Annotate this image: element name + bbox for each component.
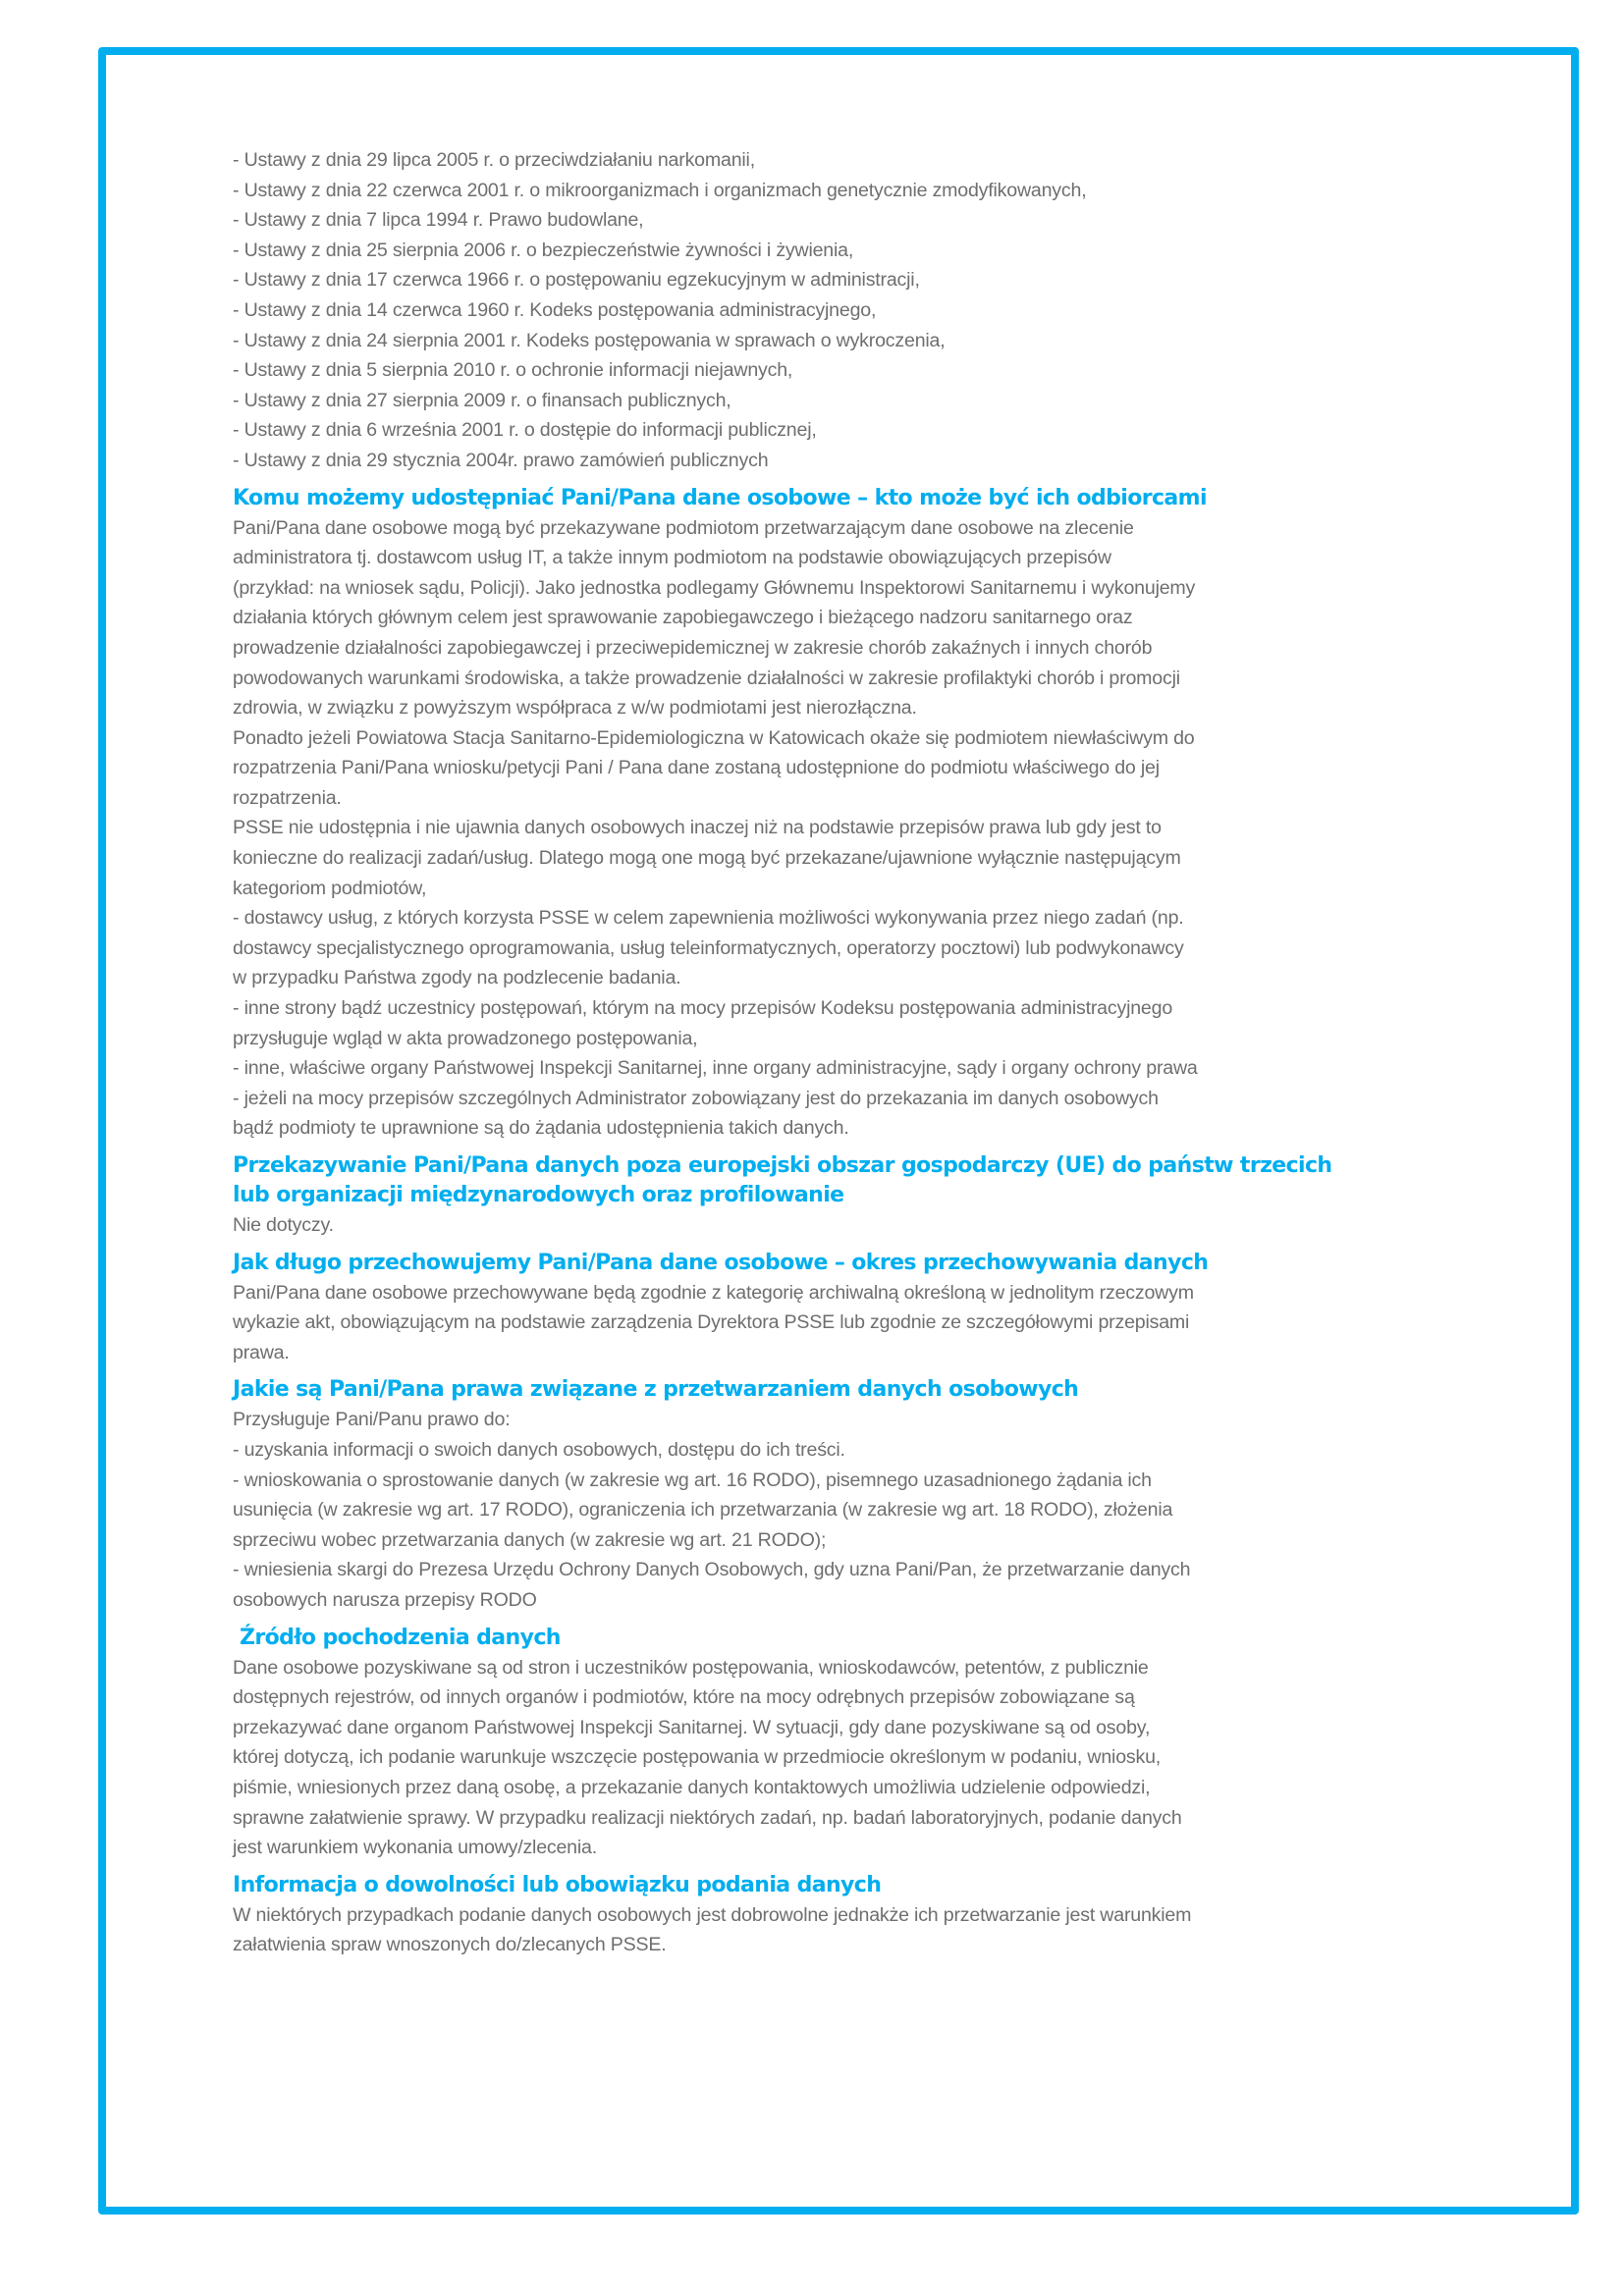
- paragraph-line: Pani/Pana dane osobowe mogą być przekazywane podmiotom przetwarzającym dane osobowe na zlecenie: [233, 516, 1134, 539]
- paragraph-line: Dane osobowe pozyskiwane są od stron i uczestników postępowania, wnioskodawców, petentów, z publicznie: [233, 1656, 1149, 1679]
- section-heading-data-source: Źródło pochodzenia danych: [233, 1625, 561, 1650]
- law-list-item: - Ustawy z dnia 22 czerwca 2001 r. o mikroorganizmach i organizmach genetycznie zmodyfikowanych,: [233, 179, 1087, 201]
- law-list-item: - Ustawy z dnia 29 lipca 2005 r. o przeciwdziałaniu narkomanii,: [233, 149, 755, 171]
- paragraph-line: załatwienia spraw wnoszonych do/zlecanych PSSE.: [233, 1934, 667, 1956]
- paragraph-line: której dotyczą, ich podanie warunkuje wszczęcie postępowania w przedmiocie określonym w podaniu, wniosku,: [233, 1746, 1162, 1769]
- paragraph-line: osobowych narusza przepisy RODO: [233, 1588, 537, 1611]
- section-heading-retention: Jak długo przechowujemy Pani/Pana dane osobowe – okres przechowywania danych: [233, 1250, 1209, 1275]
- paragraph-line: wykazie akt, obowiązującym na podstawie zarządzenia Dyrektora PSSE lub zgodnie ze szczegółowymi przepisami: [233, 1311, 1190, 1334]
- paragraph-line: bądź podmioty te uprawnione są do żądania udostępnienia takich danych.: [233, 1117, 849, 1140]
- section-body-obligation: [233, 1900, 1372, 1960]
- law-list-item: - Ustawy z dnia 25 sierpnia 2006 r. o bezpieczeństwie żywności i żywienia,: [233, 239, 854, 261]
- paragraph-line: piśmie, wniesionych przez daną osobę, a przekazanie danych kontaktowych umożliwia udzielenie odpowiedzi,: [233, 1776, 1151, 1798]
- paragraph-line: Ponadto jeżeli Powiatowa Stacja Sanitarno-Epidemiologiczna w Katowicach okaże się podmiotem niewłaściwym do: [233, 726, 1195, 749]
- paragraph-line: konieczne do realizacji zadań/usług. Dlatego mogą one mogą być przekazane/ujawnione wyłącznie następującym: [233, 847, 1181, 870]
- section-heading-third-countries-line1: Przekazywanie Pani/Pana danych poza europejski obszar gospodarczy (UE) do państw trzecich: [233, 1153, 1332, 1178]
- paragraph-line: - inne strony bądź uczestnicy postępowań, którym na mocy przepisów Kodeksu postępowania administracyjnego: [233, 997, 1173, 1020]
- law-list-item: - Ustawy z dnia 29 stycznia 2004r. prawo zamówień publicznych: [233, 449, 769, 471]
- law-list-item: - Ustawy z dnia 17 czerwca 1966 r. o postępowaniu egzekucyjnym w administracji,: [233, 269, 920, 292]
- paragraph-line: dostawcy specjalistycznego oprogramowania, usług teleinformatycznych, operatorzy pocztowi) lub podwykonawcy: [233, 936, 1184, 959]
- section-heading-rights: Jakie są Pani/Pana prawa związane z przetwarzaniem danych osobowych: [233, 1377, 1079, 1403]
- section-recipients: [233, 484, 1372, 1144]
- law-list-item: - Ustawy z dnia 24 sierpnia 2001 r. Kodeks postępowania w sprawach o wykroczenia,: [233, 329, 946, 351]
- paragraph-line: kategoriom podmiotów,: [233, 877, 427, 899]
- paragraph-line: W niektórych przypadkach podanie danych osobowych jest dobrowolne jednakże ich przetwarzanie jest warunkiem: [233, 1903, 1192, 1926]
- paragraph-line: przysługuje wgląd w akta prowadzonego postępowania,: [233, 1027, 698, 1049]
- paragraph-line: w przypadku Państwa zgody na podzlecenie badania.: [233, 967, 681, 989]
- law-list-item: - Ustawy z dnia 14 czerwca 1960 r. Kodeks postępowania administracyjnego,: [233, 298, 877, 321]
- paragraph-line: prowadzenie działalności zapobiegawczej i przeciwepidemicznej w zakresie chorób zakaźnych i innych chorób: [233, 636, 1153, 659]
- section-heading-obligation: Informacja o dowolności lub obowiązku podania danych: [233, 1872, 882, 1897]
- section-heading-recipients: Komu możemy udostępniać Pani/Pana dane osobowe – kto może być ich odbiorcami: [233, 485, 1207, 510]
- paragraph-line: zdrowia, w związku z powyższym współpraca z w/w podmiotami jest nierozłączna.: [233, 697, 917, 720]
- paragraph-line: powodowanych warunkami środowiska, a także prowadzenie działalności w zakresie profilaktyki chorób i promocji: [233, 667, 1180, 689]
- law-list-item: - Ustawy z dnia 5 sierpnia 2010 r. o ochronie informacji niejawnych,: [233, 359, 793, 382]
- section-body-data-source: [233, 1653, 1372, 1863]
- paragraph-line: PSSE nie udostępnia i nie ujawnia danych osobowych inaczej niż na podstawie przepisów prawa lub gdy jest to: [233, 817, 1162, 839]
- section-heading-third-countries-line2: lub organizacji międzynarodowych oraz profilowanie: [233, 1183, 844, 1207]
- paragraph-line: - dostawcy usług, z których korzysta PSSE w celem zapewnienia możliwości wykonywania przez niego zadań (np.: [233, 907, 1184, 930]
- paragraph-line: dostępnych rejestrów, od innych organów i podmiotów, które na mocy odrębnych przepisów zobowiązane są: [233, 1686, 1135, 1709]
- paragraph-line: działania których głównym celem jest sprawowanie zapobiegawczego i bieżącego nadzoru sanitarnego oraz: [233, 607, 1133, 629]
- section-retention: [233, 1249, 1372, 1368]
- law-list-item: - Ustawy z dnia 7 lipca 1994 r. Prawo budowlane,: [233, 209, 644, 232]
- section-body-third-countries: [233, 1210, 1372, 1241]
- paragraph-line: - uzyskania informacji o swoich danych osobowych, dostępu do ich treści.: [233, 1438, 845, 1461]
- law-list-item: - Ustawy z dnia 27 sierpnia 2009 r. o finansach publicznych,: [233, 389, 731, 411]
- section-obligation: [233, 1871, 1372, 1960]
- document-body: [233, 145, 1372, 1960]
- section-body-retention: [233, 1278, 1372, 1368]
- section-third-countries: [233, 1151, 1372, 1241]
- paragraph-line: - wnioskowania o sprostowanie danych (w zakresie wg art. 16 RODO), pisemnego uzasadnionego żądania ich: [233, 1468, 1152, 1491]
- paragraph-line: administratora tj. dostawcom usług IT, a także innym podmiotom na podstawie obowiązujących przepisów: [233, 547, 1111, 569]
- paragraph-line: - jeżeli na mocy przepisów szczególnych Administrator zobowiązany jest do przekazania im danych osobowych: [233, 1087, 1159, 1109]
- paragraph-line: - inne, właściwe organy Państwowej Inspekcji Sanitarnej, inne organy administracyjne, sądy i organy ochrony prawa: [233, 1057, 1198, 1080]
- paragraph-line: - wniesienia skargi do Prezesa Urzędu Ochrony Danych Osobowych, gdy uzna Pani/Pan, że przetwarzanie danych: [233, 1559, 1191, 1581]
- paragraph-line: Nie dotyczy.: [233, 1214, 334, 1236]
- paragraph-line: przekazywać dane organom Państwowej Inspekcji Sanitarnej. W sytuacji, gdy dane pozyskiwane są od osoby,: [233, 1716, 1151, 1738]
- paragraph-line: sprzeciwu wobec przetwarzania danych (w zakresie wg art. 21 RODO);: [233, 1528, 827, 1551]
- paragraph-line: rozpatrzenia Pani/Pana wniosku/petycji Pani / Pana dane zostaną udostępnione do podmiotu właściwego do jej: [233, 757, 1160, 779]
- section-data-source: [233, 1624, 1372, 1863]
- paragraph-line: jest warunkiem wykonania umowy/zlecenia.: [233, 1837, 597, 1859]
- section-rights: [233, 1375, 1372, 1615]
- paragraph-line: Przysługuje Pani/Panu prawo do:: [233, 1409, 511, 1431]
- paragraph-line: prawa.: [233, 1341, 290, 1363]
- paragraph-line: rozpatrzenia.: [233, 786, 342, 809]
- law-list-item: - Ustawy z dnia 6 września 2001 r. o dostępie do informacji publicznej,: [233, 419, 817, 442]
- paragraph-line: Pani/Pana dane osobowe przechowywane będą zgodnie z kategorię archiwalną określoną w jednolitym rzeczowym: [233, 1281, 1194, 1304]
- section-body-recipients: [233, 513, 1372, 1144]
- law-list: [233, 145, 1372, 476]
- section-body-rights: [233, 1405, 1372, 1615]
- paragraph-line: (przykład: na wniosek sądu, Policji). Jako jednostka podlegamy Głównemu Inspektorowi Sanitarnemu i wykonujemy: [233, 576, 1196, 599]
- paragraph-line: usunięcia (w zakresie wg art. 17 RODO), ograniczenia ich przetwarzania (w zakresie wg art. 18 RODO), złożenia: [233, 1499, 1173, 1522]
- paragraph-line: sprawne załatwienie sprawy. W przypadku realizacji niektórych zadań, np. badań laboratoryjnych, podanie danych: [233, 1806, 1182, 1829]
